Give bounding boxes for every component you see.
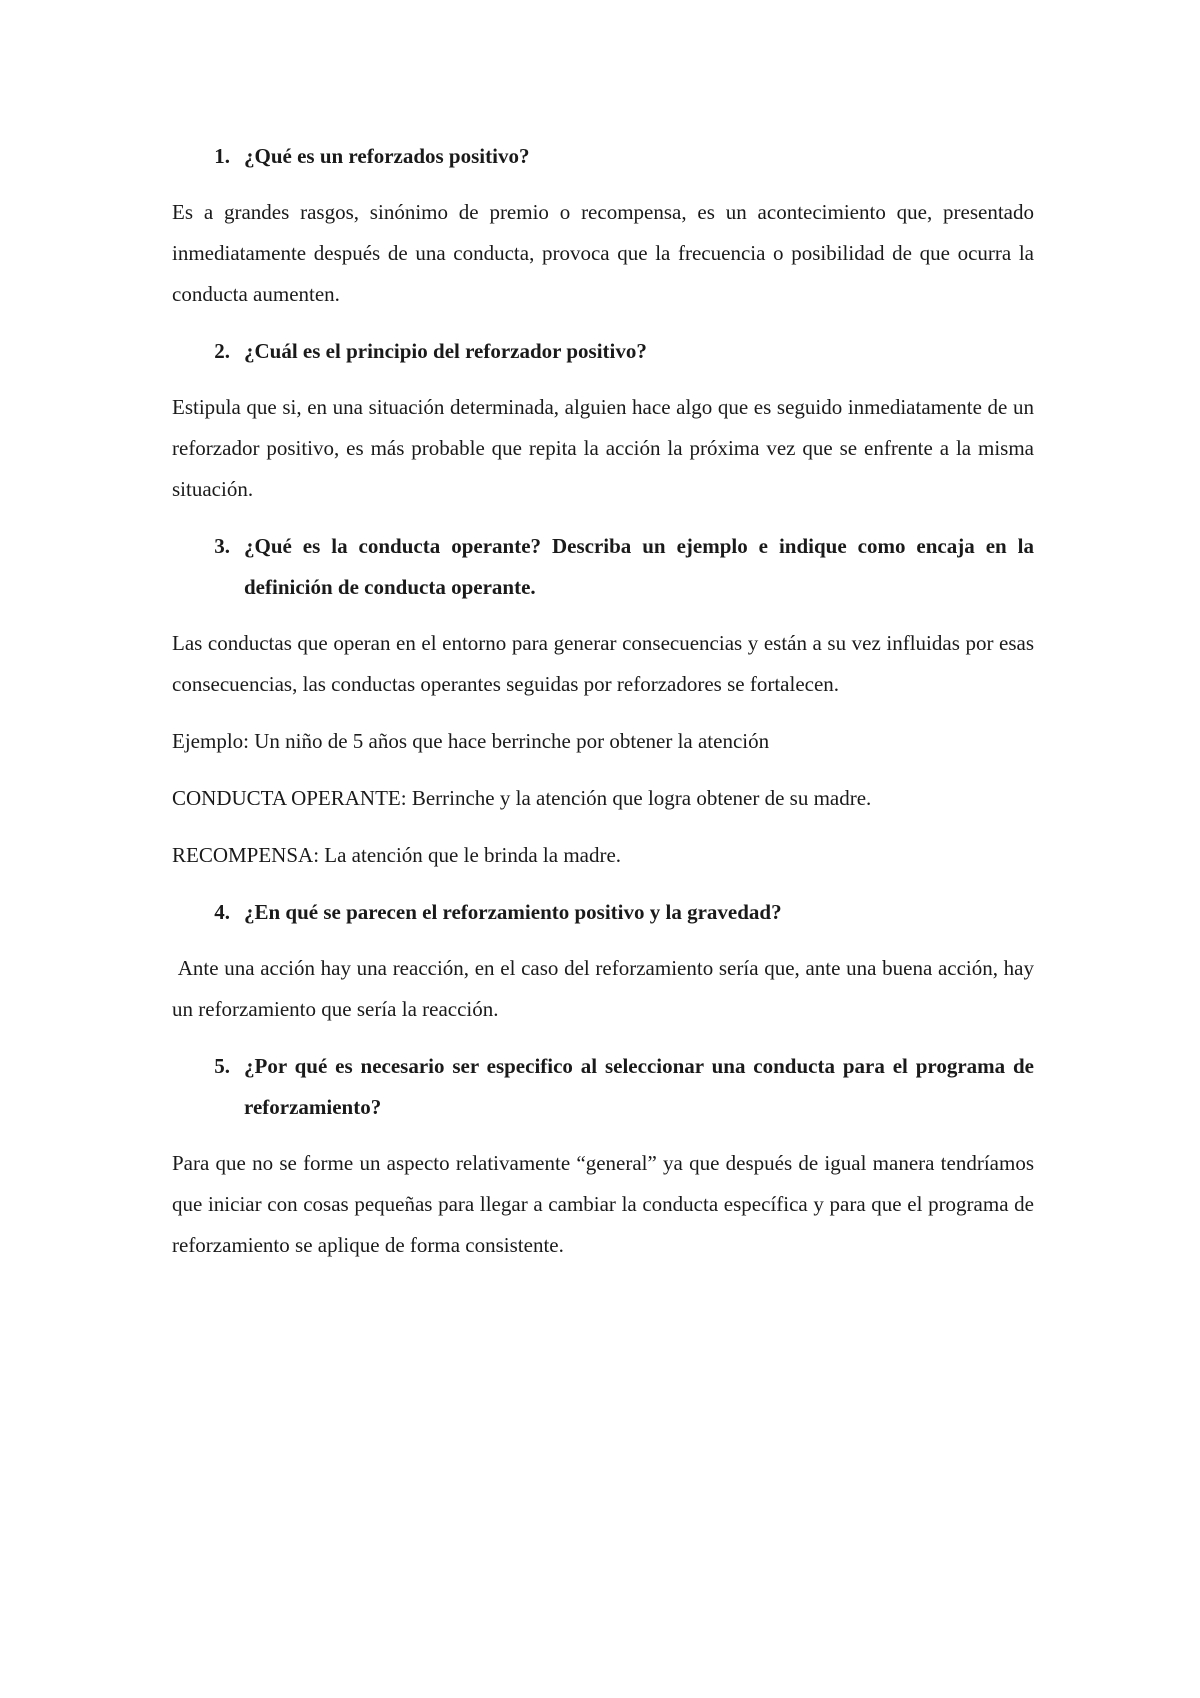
question-1-heading [172, 136, 1034, 177]
question-text: ¿Cuál es el principio del reforzador positivo? [244, 339, 647, 363]
question-number: 3. [214, 534, 230, 558]
question-number: 1. [214, 144, 230, 168]
answer-paragraph: Las conductas que operan en el entorno para generar consecuencias y están a su vez influidas por esas consecuencias, las conductas operantes seguidas por reforzadores se fortalecen. [172, 631, 1034, 696]
question-text: ¿En qué se parecen el reforzamiento positivo y la gravedad? [244, 900, 782, 924]
question-3-heading [172, 526, 1034, 608]
question-number: 4. [214, 900, 230, 924]
answer-paragraph: Es a grandes rasgos, sinónimo de premio o recompensa, es un acontecimiento que, presentado inmediatamente después de una conducta, provoca que la frecuencia o posibilidad de que ocurra la conducta aumenten. [172, 200, 1034, 306]
answer-paragraph: Para que no se forme un aspecto relativamente “general” ya que después de igual manera tendríamos que iniciar con cosas pequeñas para llegar a cambiar la conducta específica y para que el programa de reforzamiento se aplique de forma consistente. [172, 1151, 1034, 1257]
question-number: 5. [214, 1054, 230, 1078]
answer-paragraph: Estipula que si, en una situación determinada, alguien hace algo que es seguido inmediatamente de un reforzador positivo, es más probable que repita la acción la próxima vez que se enfrente a la misma situación. [172, 395, 1034, 501]
question-5-heading [172, 1046, 1034, 1128]
example-paragraph: Ejemplo: Un niño de 5 años que hace berrinche por obtener la atención [172, 729, 770, 753]
document-body [172, 136, 1040, 1282]
question-2-heading [172, 331, 1034, 372]
answer-paragraph: Ante una acción hay una reacción, en el caso del reforzamiento sería que, ante una buena acción, hay un reforzamiento que sería la reacción. [172, 956, 1040, 1021]
reward-paragraph: RECOMPENSA: La atención que le brinda la madre. [172, 843, 622, 867]
question-number: 2. [214, 339, 230, 363]
question-4-heading [172, 892, 1034, 933]
question-text: ¿Qué es un reforzados positivo? [244, 144, 530, 168]
operant-behavior-paragraph: CONDUCTA OPERANTE: Berrinche y la atención que logra obtener de su madre. [172, 786, 872, 810]
question-text: ¿Por qué es necesario ser especifico al seleccionar una conducta para el programa de reforzamiento? [244, 1054, 1034, 1119]
question-text: ¿Qué es la conducta operante? Describa un ejemplo e indique como encaja en la definición de conducta operante. [244, 534, 1034, 599]
